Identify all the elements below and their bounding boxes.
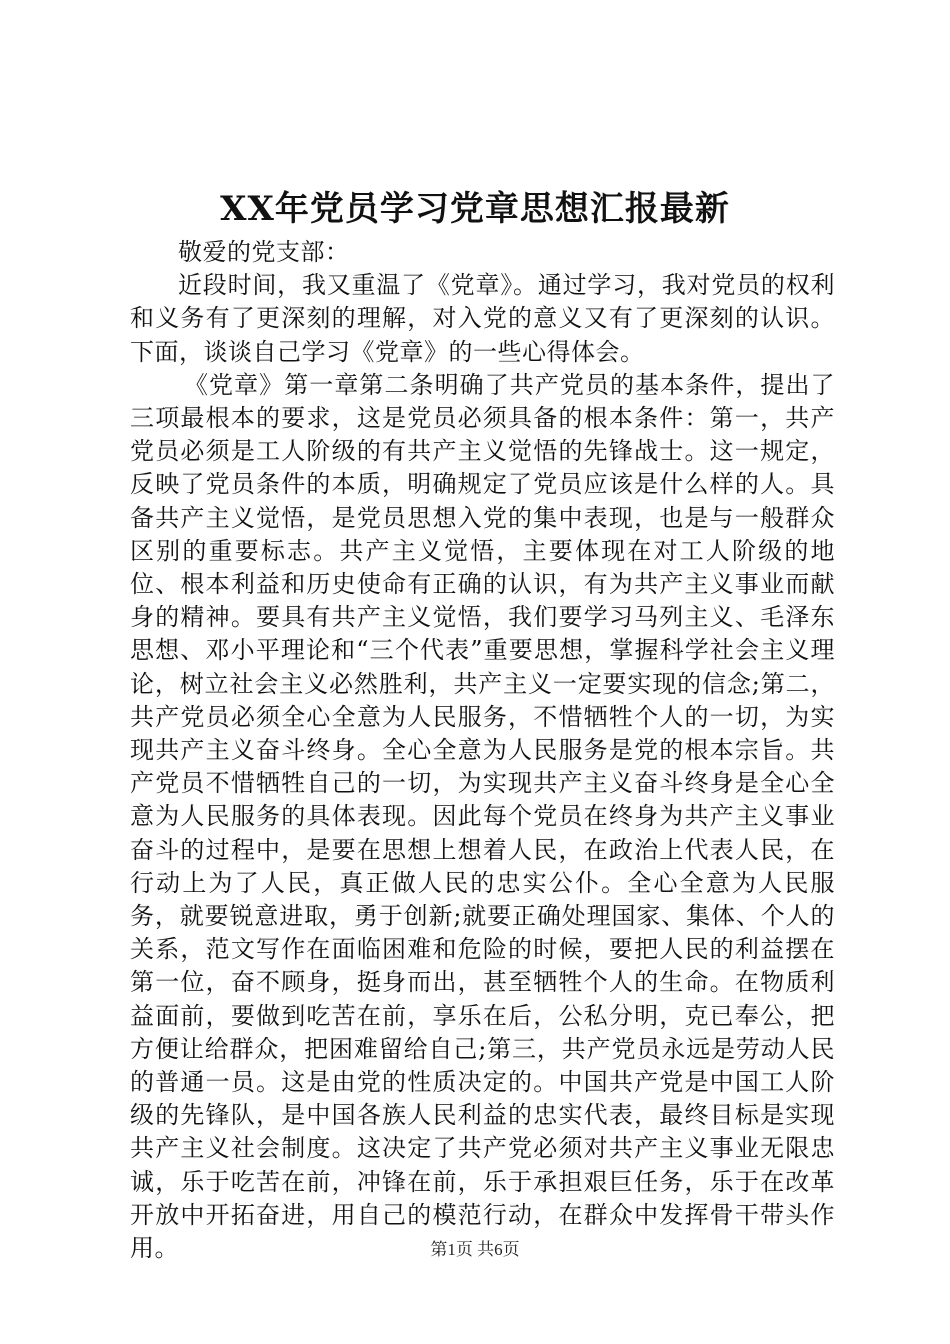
salutation: 敬爱的党支部： [178,238,350,266]
paragraph-intro: 近段时间，我又重温了《党章》。通过学习，我对党员的权利和义务有了更深刻的理解，对入党的意义又有了更深刻的认识。下面，谈谈自己学习《党章》的一些心得体会。 [130,271,835,366]
page-footer [0,1238,950,1262]
document-title: XX年党员学习党章思想汇报最新 [220,189,730,229]
paragraph-main: 《党章》第一章第二条明确了共产党员的基本条件，提出了三项最根本的要求，这是党员必须具备的根本条件：第一，共产党员必须是工人阶级的有共产主义觉悟的先锋战士。这一规定，反映了党员条件的本质，明确规定了党员应该是什么样的人。具备共产主义觉悟，是党员思想入党的集中表现，也是与一般群众区别的重要标志。共产主义觉悟，主要体现在对工人阶级的地位、根本利益和历史使命有正确的认识，有为共产主义事业而献身的精神。要具有共产主义觉悟，我们要学习马列主义、毛泽东思想、邓小平理论和“三个代表”重要思想，掌握科学社会主义理论，树立社会主义必然胜利，共产主义一定要实现的信念;第二，共产党员必须全心全意为人民服务，不惜牺牲个人的一切，为实现共产主义奋斗终身。全心全意为人民服务是党的根本宗旨。共产党员不惜牺牲自己的一切，为实现共产主义奋斗终身是全心全意为人民服务的具体表现。因此每个党员在终身为共产主义事业奋斗的过程中，是要在思想上想着人民，在政治上代表人民，在行动上为了人民，真正做人民的忠实公仆。全心全意为人民服务，就要锐意进取，勇于创新;就要正确处理国家、集体、个人的关系，范文写作在面临困难和危险的时候，要把人民的利益摆在第一位，奋不顾身，挺身而出，甚至牺牲个人的生命。在物质利益面前，要做到吃苦在前，享乐在后，公私分明，克已奉公，把方便让给群众，把困难留给自己;第三，共产党员永远是劳动人民的普通一员。这是由党的性质决定的。中国共产党是中国工人阶级的先锋队，是中国各族人民利益的忠实代表，最终目标是实现共产主义社会制度。这决定了共产党必须对共产主义事业无限忠诚，乐于吃苦在前，冲锋在前，乐于承担艰巨任务，乐于在改革开放中开拓奋进，用自己的模范行动，在群众中发挥骨干带头作用。 [130,370,835,1263]
document-body [130,236,835,1265]
page-number-indicator: 第1页 共6页 [430,1240,520,1259]
